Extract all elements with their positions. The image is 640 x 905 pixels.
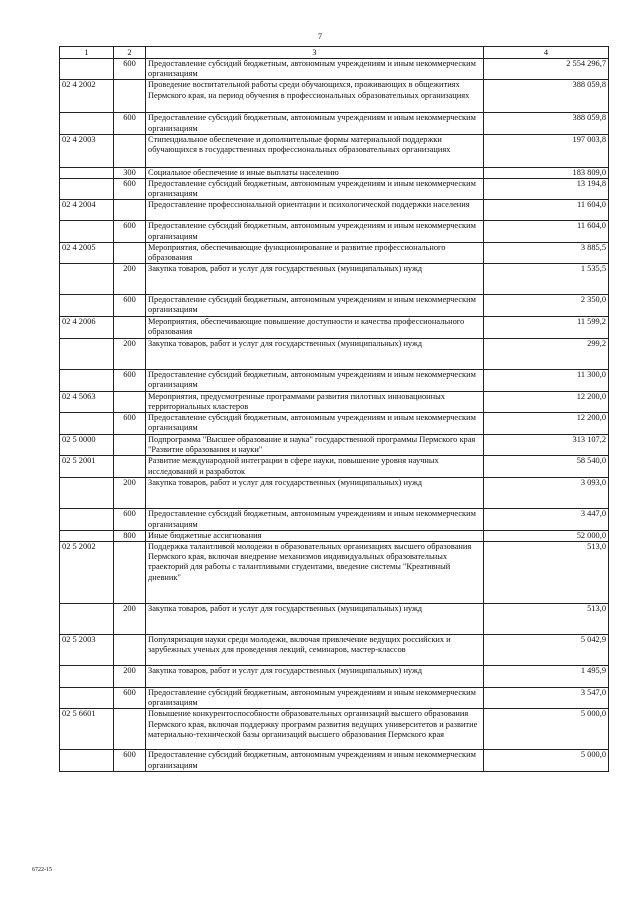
row-amount-cell: 3 093,0	[484, 478, 609, 509]
table-row	[60, 317, 609, 338]
row-code-cell	[60, 59, 114, 80]
row-code-cell: 02 5 2001	[60, 456, 114, 478]
table-row	[60, 435, 609, 456]
table-row	[60, 295, 609, 317]
row-expense-type-cell: 600	[114, 369, 146, 391]
table-row	[60, 509, 609, 530]
table-row	[60, 167, 609, 178]
row-description-cell: Стипендиальное обеспечение и дополнительные формы материальной поддержки обучающихся в государственных профессиональных образовательных организациях	[146, 134, 484, 167]
table-row	[60, 80, 609, 113]
row-expense-type-cell: 800	[114, 530, 146, 541]
row-description-cell: Предоставление субсидий бюджетным, автономным учреждениям и иным некоммерческим организациям	[146, 295, 484, 317]
row-code-cell	[60, 750, 114, 771]
row-code-cell: 02 4 2005	[60, 242, 114, 263]
row-expense-type-cell: 600	[114, 295, 146, 317]
row-description-cell: Предоставление субсидий бюджетным, автономным учреждениям и иным некоммерческим организациям	[146, 413, 484, 435]
row-description-cell: Предоставление субсидий бюджетным, автономным учреждениям и иным некоммерческим организациям	[146, 369, 484, 391]
row-code-cell	[60, 666, 114, 688]
row-expense-type-cell	[114, 456, 146, 478]
row-amount-cell: 12 200,0	[484, 413, 609, 435]
page-number: 7	[318, 32, 322, 41]
row-expense-type-cell: 200	[114, 338, 146, 369]
row-description-cell: Предоставление профессиональной ориентации и психологической поддержки населения	[146, 200, 484, 221]
row-amount-cell: 3 547,0	[484, 688, 609, 709]
row-code-cell	[60, 295, 114, 317]
row-description-cell: Мероприятия, предусмотренные программами развития пилотных инновационных территориальных кластеров	[146, 391, 484, 412]
row-expense-type-cell	[114, 542, 146, 604]
row-code-cell: 02 5 6601	[60, 709, 114, 750]
row-expense-type-cell: 600	[114, 59, 146, 80]
row-expense-type-cell: 300	[114, 167, 146, 178]
row-description-cell: Закупка товаров, работ и услуг для государственных (муниципальных) нужд	[146, 264, 484, 295]
row-expense-type-cell	[114, 200, 146, 221]
row-expense-type-cell	[114, 709, 146, 750]
table-row	[60, 200, 609, 221]
row-code-cell	[60, 264, 114, 295]
row-amount-cell: 1 495,9	[484, 666, 609, 688]
row-expense-type-cell	[114, 134, 146, 167]
row-description-cell: Предоставление субсидий бюджетным, автономным учреждениям и иным некоммерческим организациям	[146, 179, 484, 200]
row-expense-type-cell: 600	[114, 750, 146, 771]
row-expense-type-cell	[114, 391, 146, 412]
row-description-cell: Подпрограмма "Высшее образование и наука" государственной программы Пермского края "Развитие образования и науки"	[146, 435, 484, 456]
row-description-cell: Мероприятия, обеспечивающие повышение доступности и качества профессионального образования	[146, 317, 484, 338]
table-row	[60, 635, 609, 666]
row-amount-cell: 513,0	[484, 604, 609, 635]
table-row	[60, 604, 609, 635]
row-expense-type-cell: 200	[114, 478, 146, 509]
row-description-cell: Предоставление субсидий бюджетным, автономным учреждениям и иным некоммерческим организациям	[146, 59, 484, 80]
table-row	[60, 264, 609, 295]
header-col-1: 1	[60, 47, 114, 59]
row-expense-type-cell: 600	[114, 113, 146, 134]
row-description-cell: Предоставление субсидий бюджетным, автономным учреждениям и иным некоммерческим организациям	[146, 509, 484, 530]
row-code-cell	[60, 338, 114, 369]
row-amount-cell: 2 350,0	[484, 295, 609, 317]
table-row	[60, 369, 609, 391]
row-amount-cell: 12 200,0	[484, 391, 609, 412]
row-code-cell: 02 5 0000	[60, 435, 114, 456]
row-description-cell: Повышение конкурентоспособности образовательных организаций высшего образования Пермского края, включая поддержку программ развития ведущих университетов и развитие материально-технической базы организаций высшего образования Пермского края	[146, 709, 484, 750]
row-amount-cell: 11 604,0	[484, 200, 609, 221]
row-expense-type-cell	[114, 317, 146, 338]
row-amount-cell: 5 042,9	[484, 635, 609, 666]
row-description-cell: Закупка товаров, работ и услуг для государственных (муниципальных) нужд	[146, 666, 484, 688]
row-amount-cell: 11 300,0	[484, 369, 609, 391]
header-col-4: 4	[484, 47, 609, 59]
row-expense-type-cell	[114, 435, 146, 456]
header-col-2: 2	[114, 47, 146, 59]
row-description-cell: Предоставление субсидий бюджетным, автономным учреждениям и иным некоммерческим организациям	[146, 750, 484, 771]
row-code-cell	[60, 413, 114, 435]
row-expense-type-cell: 600	[114, 413, 146, 435]
row-code-cell	[60, 167, 114, 178]
row-description-cell: Предоставление субсидий бюджетным, автономным учреждениям и иным некоммерческим организациям	[146, 221, 484, 242]
row-amount-cell: 2 554 296,7	[484, 59, 609, 80]
row-description-cell: Иные бюджетные ассигнования	[146, 530, 484, 541]
row-amount-cell: 388 059,8	[484, 80, 609, 113]
row-amount-cell: 5 000,0	[484, 709, 609, 750]
row-amount-cell: 5 000,0	[484, 750, 609, 771]
row-code-cell	[60, 604, 114, 635]
row-code-cell	[60, 221, 114, 242]
row-description-cell: Предоставление субсидий бюджетным, автономным учреждениям и иным некоммерческим организациям	[146, 113, 484, 134]
table-row	[60, 530, 609, 541]
table-row	[60, 688, 609, 709]
table-row	[60, 113, 609, 134]
table-row	[60, 413, 609, 435]
row-amount-cell: 197 003,8	[484, 134, 609, 167]
row-amount-cell: 3 885,5	[484, 242, 609, 263]
header-col-3: 3	[146, 47, 484, 59]
table-row	[60, 179, 609, 200]
row-code-cell	[60, 530, 114, 541]
footer-code: 6722-15	[32, 867, 52, 873]
row-amount-cell: 52 000,0	[484, 530, 609, 541]
row-description-cell: Социальное обеспечение и иные выплаты населению	[146, 167, 484, 178]
row-description-cell: Развитие международной интеграции в сфере науки, повышение уровня научных исследований и разработок	[146, 456, 484, 478]
row-code-cell	[60, 369, 114, 391]
row-amount-cell: 183 809,0	[484, 167, 609, 178]
row-amount-cell: 58 540,0	[484, 456, 609, 478]
row-expense-type-cell: 600	[114, 221, 146, 242]
row-expense-type-cell: 600	[114, 509, 146, 530]
row-description-cell: Закупка товаров, работ и услуг для государственных (муниципальных) нужд	[146, 604, 484, 635]
row-description-cell: Популяризация науки среди молодежи, включая привлечение ведущих российских и зарубежных ученых для проведения лекций, семинаров, мастер-классов	[146, 635, 484, 666]
row-code-cell: 02 4 2002	[60, 80, 114, 113]
row-code-cell: 02 4 2003	[60, 134, 114, 167]
row-expense-type-cell	[114, 635, 146, 666]
table-body	[60, 59, 609, 772]
row-amount-cell: 299,2	[484, 338, 609, 369]
row-code-cell	[60, 113, 114, 134]
row-description-cell: Поддержка талантливой молодежи в образовательных организациях высшего образования Пермского края, включая внедрение механизмов индивидуальных образовательных траекторий для работы с талантливыми студентами, введение системы "Креативный дневник"	[146, 542, 484, 604]
row-code-cell: 02 5 2003	[60, 635, 114, 666]
row-description-cell: Закупка товаров, работ и услуг для государственных (муниципальных) нужд	[146, 338, 484, 369]
row-code-cell	[60, 179, 114, 200]
row-expense-type-cell: 200	[114, 604, 146, 635]
row-amount-cell: 11 599,2	[484, 317, 609, 338]
table-row	[60, 456, 609, 478]
row-code-cell	[60, 509, 114, 530]
table-row	[60, 709, 609, 750]
row-expense-type-cell	[114, 242, 146, 263]
table-row	[60, 338, 609, 369]
row-code-cell: 02 4 2006	[60, 317, 114, 338]
table-row	[60, 221, 609, 242]
row-expense-type-cell: 200	[114, 264, 146, 295]
row-amount-cell: 13 194,8	[484, 179, 609, 200]
table-row	[60, 542, 609, 604]
table-row	[60, 750, 609, 771]
table-row	[60, 242, 609, 263]
row-amount-cell: 513,0	[484, 542, 609, 604]
row-description-cell: Закупка товаров, работ и услуг для государственных (муниципальных) нужд	[146, 478, 484, 509]
row-expense-type-cell: 200	[114, 666, 146, 688]
row-amount-cell: 11 604,0	[484, 221, 609, 242]
row-expense-type-cell	[114, 80, 146, 113]
row-description-cell: Предоставление субсидий бюджетным, автономным учреждениям и иным некоммерческим организациям	[146, 688, 484, 709]
row-code-cell: 02 4 5063	[60, 391, 114, 412]
row-expense-type-cell: 600	[114, 179, 146, 200]
table-row	[60, 59, 609, 80]
row-code-cell: 02 4 2004	[60, 200, 114, 221]
table-row	[60, 478, 609, 509]
row-code-cell	[60, 478, 114, 509]
row-description-cell: Мероприятия, обеспечивающие функционирование и развитие профессионального образования	[146, 242, 484, 263]
row-code-cell	[60, 688, 114, 709]
row-amount-cell: 388 059,8	[484, 113, 609, 134]
row-expense-type-cell: 600	[114, 688, 146, 709]
row-amount-cell: 3 447,0	[484, 509, 609, 530]
table-header-row	[60, 47, 609, 59]
budget-table	[59, 46, 609, 772]
row-code-cell: 02 5 2002	[60, 542, 114, 604]
row-description-cell: Проведение воспитательной работы среди обучающихся, проживающих в общежитиях Пермского края, на период обучения в профессиональных образовательных организациях	[146, 80, 484, 113]
row-amount-cell: 313 107,2	[484, 435, 609, 456]
row-amount-cell: 1 535,5	[484, 264, 609, 295]
table-row	[60, 391, 609, 412]
table-row	[60, 134, 609, 167]
table-row	[60, 666, 609, 688]
